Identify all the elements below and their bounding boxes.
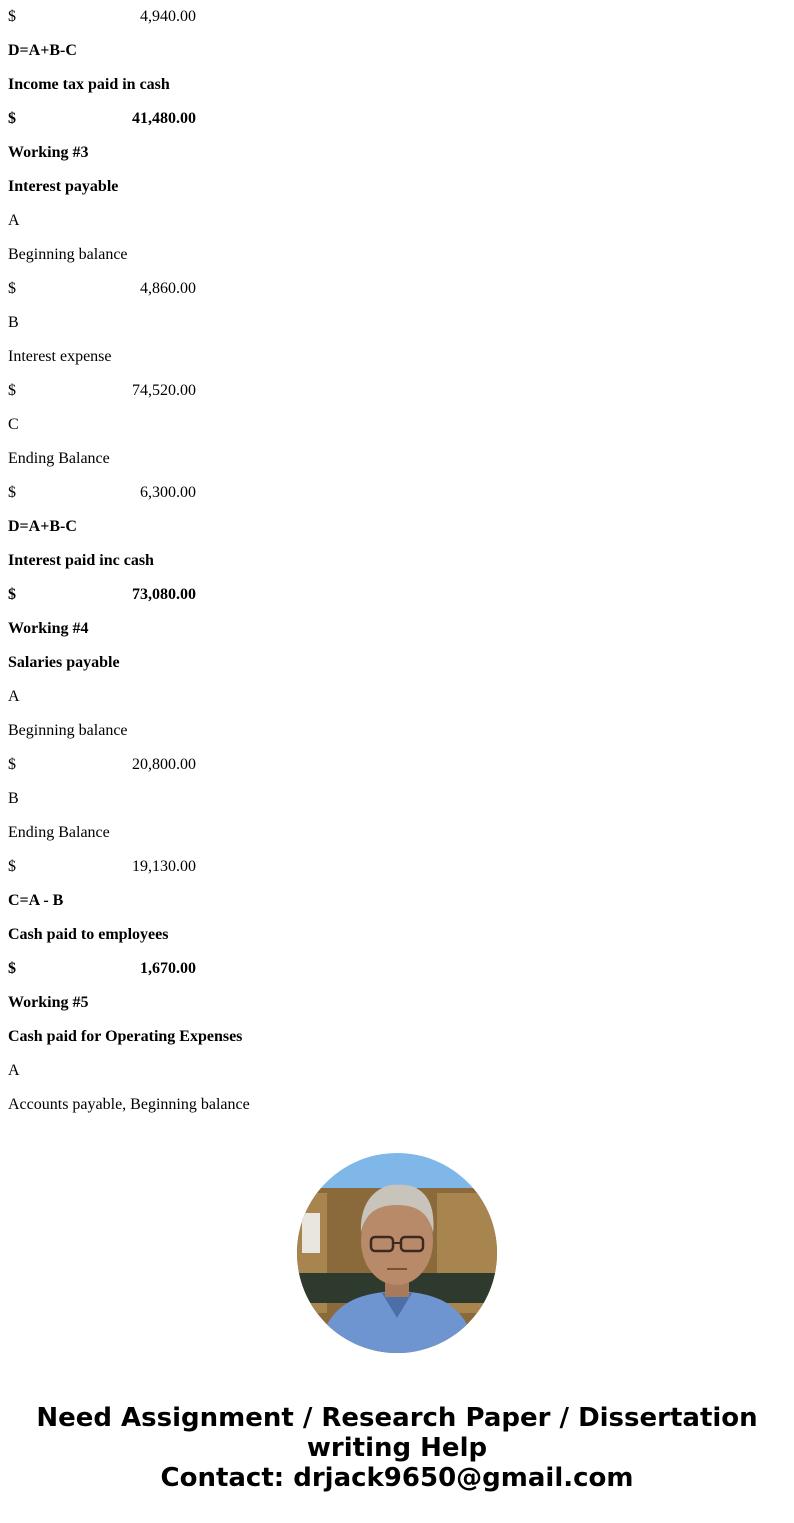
text-line: B bbox=[8, 790, 19, 807]
amount-value: 20,800.00 bbox=[132, 756, 196, 773]
text-line: Beginning balance bbox=[8, 722, 128, 739]
heading-line: C=A - B bbox=[8, 892, 64, 909]
text-line: Ending Balance bbox=[8, 824, 110, 841]
text-line: B bbox=[8, 314, 19, 331]
heading-line: Working #4 bbox=[8, 620, 89, 637]
text-line: Interest expense bbox=[8, 348, 112, 365]
amount-value: 1,670.00 bbox=[140, 960, 196, 977]
heading-line: Income tax paid in cash bbox=[8, 76, 170, 93]
amount-row bbox=[8, 850, 196, 884]
heading-line: Cash paid to employees bbox=[8, 926, 169, 943]
currency-symbol: $ bbox=[8, 756, 16, 773]
currency-symbol: $ bbox=[8, 280, 16, 297]
currency-symbol: $ bbox=[8, 110, 16, 127]
currency-symbol: $ bbox=[8, 586, 16, 603]
text-line: A bbox=[8, 1062, 20, 1079]
text-line: Accounts payable, Beginning balance bbox=[8, 1096, 250, 1113]
heading-line: Working #3 bbox=[8, 144, 89, 161]
heading-line: Cash paid for Operating Expenses bbox=[8, 1028, 243, 1045]
contact-footer bbox=[0, 1403, 794, 1493]
amount-value: 4,860.00 bbox=[140, 280, 196, 297]
text-line: Ending Balance bbox=[8, 450, 110, 467]
text-line: A bbox=[8, 688, 20, 705]
amount-value: 6,300.00 bbox=[140, 484, 196, 501]
author-avatar bbox=[297, 1153, 497, 1353]
amount-value: 73,080.00 bbox=[132, 586, 196, 603]
text-line: A bbox=[8, 212, 20, 229]
document-body bbox=[8, 0, 788, 1122]
amount-row bbox=[8, 748, 196, 782]
footer-line-2: writing Help bbox=[306, 1433, 488, 1463]
heading-line: Working #5 bbox=[8, 994, 89, 1011]
person-photo-icon bbox=[297, 1153, 497, 1353]
text-line: C bbox=[8, 416, 19, 433]
footer-line-1: Need Assignment / Research Paper / Dissertation bbox=[36, 1403, 758, 1433]
amount-value: 4,940.00 bbox=[140, 8, 196, 25]
amount-row bbox=[8, 952, 196, 986]
heading-line: Interest paid inc cash bbox=[8, 552, 154, 569]
currency-symbol: $ bbox=[8, 8, 16, 25]
amount-row bbox=[8, 374, 196, 408]
heading-line: Salaries payable bbox=[8, 654, 120, 671]
heading-line: D=A+B-C bbox=[8, 518, 77, 535]
currency-symbol: $ bbox=[8, 858, 16, 875]
footer-contact-email[interactable]: Contact: drjack9650@gmail.com bbox=[160, 1463, 634, 1493]
amount-row bbox=[8, 272, 196, 306]
currency-symbol: $ bbox=[8, 382, 16, 399]
amount-row bbox=[8, 578, 196, 612]
text-line: Beginning balance bbox=[8, 246, 128, 263]
amount-value: 41,480.00 bbox=[132, 110, 196, 127]
heading-line: D=A+B-C bbox=[8, 42, 77, 59]
amount-row bbox=[8, 476, 196, 510]
amount-value: 74,520.00 bbox=[132, 382, 196, 399]
amount-value: 19,130.00 bbox=[132, 858, 196, 875]
currency-symbol: $ bbox=[8, 484, 16, 501]
heading-line: Interest payable bbox=[8, 178, 119, 195]
amount-row bbox=[8, 0, 196, 34]
currency-symbol: $ bbox=[8, 960, 16, 977]
amount-row bbox=[8, 102, 196, 136]
